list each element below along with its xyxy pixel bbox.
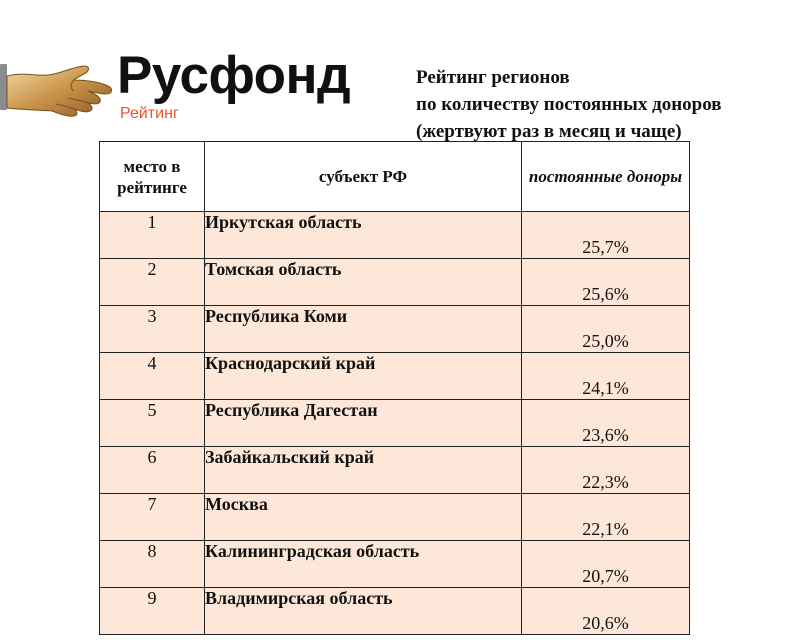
cell-rank: 1 — [100, 212, 205, 259]
cell-donors: 25,7% — [522, 212, 690, 259]
cell-rank: 2 — [100, 259, 205, 306]
cell-region: Томская область — [205, 259, 522, 306]
title-line-3: (жертвуют раз в месяц и чаще) — [416, 121, 682, 142]
rating-table — [99, 141, 690, 635]
page-title — [416, 64, 800, 145]
cell-donors: 20,6% — [522, 588, 690, 635]
header-donors: постоянные доноры — [522, 142, 690, 212]
cell-donors: 25,0% — [522, 306, 690, 353]
table-row — [100, 259, 690, 306]
title-line-1: Рейтинг регионов — [416, 67, 570, 88]
cell-rank: 6 — [100, 447, 205, 494]
cell-region: Краснодарский край — [205, 353, 522, 400]
title-line-2: по количеству постоянных доноров — [416, 94, 722, 115]
cell-region: Иркутская область — [205, 212, 522, 259]
cell-region: Владимирская область — [205, 588, 522, 635]
cell-rank: 5 — [100, 400, 205, 447]
cell-donors: 24,1% — [522, 353, 690, 400]
table-row — [100, 447, 690, 494]
cell-donors: 22,1% — [522, 494, 690, 541]
table-row — [100, 541, 690, 588]
cell-donors: 22,3% — [522, 447, 690, 494]
logo-name: Русфонд — [117, 46, 351, 105]
header-rank: место в рейтинге — [100, 142, 205, 212]
cell-region: Забайкальский край — [205, 447, 522, 494]
logo-subtitle: Рейтинг — [120, 105, 179, 122]
header-region: субъект РФ — [205, 142, 522, 212]
cell-rank: 8 — [100, 541, 205, 588]
cell-region: Калининградская область — [205, 541, 522, 588]
handshake-icon — [0, 58, 115, 128]
cell-region: Республика Коми — [205, 306, 522, 353]
cell-region: Республика Дагестан — [205, 400, 522, 447]
cell-rank: 7 — [100, 494, 205, 541]
cell-rank: 9 — [100, 588, 205, 635]
cell-region: Москва — [205, 494, 522, 541]
cell-donors: 25,6% — [522, 259, 690, 306]
table-row — [100, 306, 690, 353]
table-header-row — [100, 142, 690, 212]
table-row — [100, 212, 690, 259]
table-row — [100, 353, 690, 400]
cell-donors: 23,6% — [522, 400, 690, 447]
cell-rank: 3 — [100, 306, 205, 353]
table-row — [100, 588, 690, 635]
table-row — [100, 494, 690, 541]
cell-donors: 20,7% — [522, 541, 690, 588]
table-row — [100, 400, 690, 447]
cell-rank: 4 — [100, 353, 205, 400]
